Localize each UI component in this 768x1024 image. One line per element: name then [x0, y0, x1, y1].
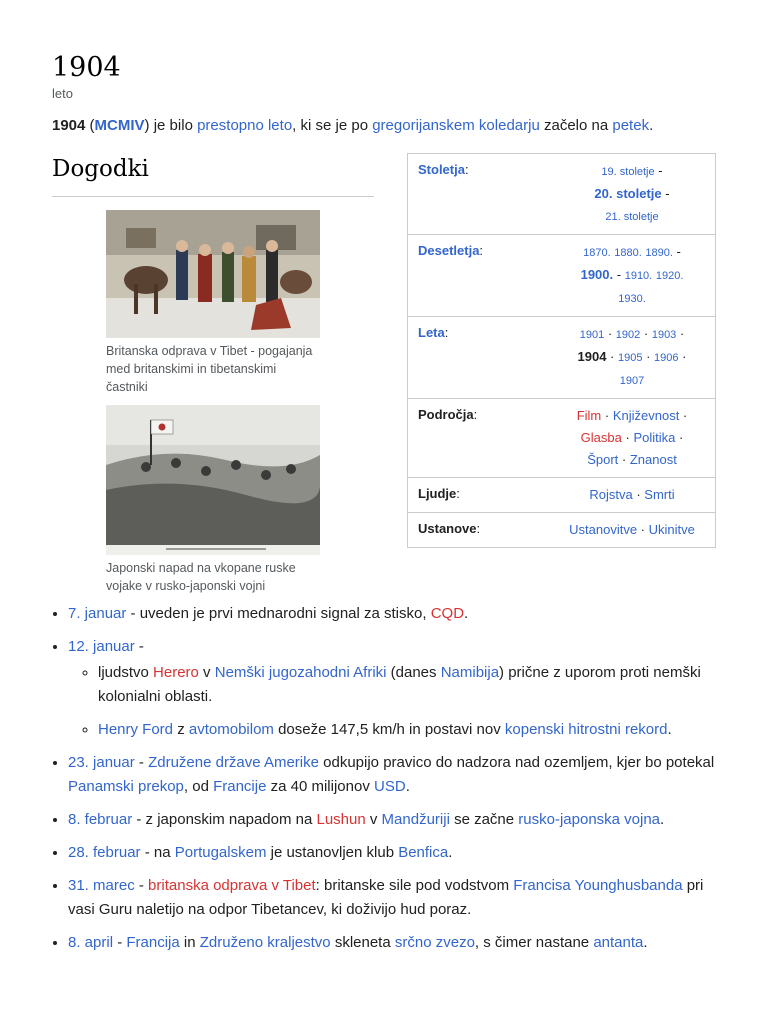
- list-item: [68, 751, 728, 799]
- event-text: -: [113, 934, 127, 951]
- event-text: -: [134, 754, 149, 771]
- century-link[interactable]: 19. stoletje: [601, 166, 655, 178]
- field-link-sport[interactable]: Šport: [587, 452, 619, 467]
- roman-numeral-link[interactable]: MCMIV: [94, 117, 145, 134]
- event-text: v: [365, 811, 382, 828]
- field-link-film[interactable]: Film: [576, 408, 602, 423]
- event-link[interactable]: Združeno kraljestvo: [199, 934, 331, 951]
- date-link[interactable]: 31. marec: [68, 877, 135, 894]
- decades-link[interactable]: Desetletja: [418, 243, 480, 258]
- event-link[interactable]: Panamski prekop: [68, 778, 184, 795]
- event-text: .: [643, 934, 648, 951]
- section-heading-events: Dogodki: [52, 156, 374, 197]
- event-link[interactable]: kopenski hitrostni rekord: [504, 721, 668, 738]
- event-link[interactable]: Francisa Younghusbanda: [513, 877, 683, 894]
- current-year: 1904: [577, 349, 607, 364]
- fields-label: Področja: [418, 407, 474, 422]
- event-link[interactable]: Mandžuriji: [381, 811, 450, 828]
- event-text: ljudstvo: [98, 664, 154, 681]
- event-text: , s čimer nastane: [474, 934, 594, 951]
- navbox-row-fields: Področja: Film · Književnost · Glasba · Politika · Šport · Znanost: [408, 399, 716, 478]
- figure-russo-japanese-war: [106, 405, 320, 595]
- year-link[interactable]: 1907: [619, 375, 645, 387]
- event-text: je ustanovljen klub: [266, 844, 399, 861]
- year-link[interactable]: 1902: [615, 329, 641, 341]
- event-link[interactable]: srčno zvezo: [394, 934, 475, 951]
- decade-link[interactable]: 1870.: [583, 247, 611, 259]
- list-item: [98, 661, 728, 709]
- event-text: odkupijo pravico do nadzora nad ozemljem, kjer bo potekal: [318, 754, 715, 771]
- intro-text: začelo na: [543, 117, 609, 134]
- date-link[interactable]: 7. januar: [68, 605, 127, 622]
- events-list: [52, 602, 728, 964]
- event-link[interactable]: Nemški jugozahodni Afriki: [214, 664, 387, 681]
- event-link[interactable]: antanta: [593, 934, 644, 951]
- intro-year: 1904: [52, 117, 86, 134]
- centuries-link[interactable]: Stoletja: [418, 162, 465, 177]
- field-link-literature[interactable]: Književnost: [612, 408, 680, 423]
- leap-year-link[interactable]: prestopno leto: [197, 117, 293, 134]
- event-text: skleneta: [330, 934, 395, 951]
- navbox-row-institutions: Ustanove: Ustanovitve · Ukinitve: [408, 513, 716, 548]
- intro-text: , ki se je po: [292, 117, 369, 134]
- event-text: .: [667, 721, 672, 738]
- navbox-row-people: Ljudje: Rojstva · Smrti: [408, 478, 716, 513]
- year-link[interactable]: 1901: [579, 329, 605, 341]
- event-text: (danes: [386, 664, 441, 681]
- year-link[interactable]: 1905: [618, 352, 643, 364]
- list-item: [68, 931, 728, 955]
- page-subtitle: leto: [52, 86, 73, 101]
- intro-paragraph: 1904 (MCMIV) je bilo prestopno leto, ki se je po gregorijanskem koledarju začelo na petek.: [52, 117, 654, 134]
- current-century-link[interactable]: 20. stoletje: [594, 186, 662, 201]
- year-link[interactable]: 1906: [654, 352, 679, 364]
- event-text: v: [198, 664, 215, 681]
- intro-text: .: [649, 117, 654, 134]
- event-text: : britanske sile pod vodstvom: [315, 877, 514, 894]
- event-text: -: [134, 877, 149, 894]
- event-link[interactable]: britanska odprava v Tibet: [148, 877, 316, 894]
- event-link[interactable]: Lushun: [316, 811, 366, 828]
- event-text: in: [179, 934, 200, 951]
- page-title: 1904: [52, 52, 121, 83]
- births-link[interactable]: Rojstva: [589, 487, 633, 502]
- navbox-row-years: Leta: 1901 · 1902 · 1903 · 1904 · 1905 · 1906 · 1907: [408, 317, 716, 399]
- list-item: [68, 602, 728, 626]
- event-link[interactable]: Herero: [153, 664, 199, 681]
- date-link[interactable]: 8. april: [68, 934, 114, 951]
- field-link-music[interactable]: Glasba: [580, 430, 622, 445]
- field-link-science[interactable]: Znanost: [629, 452, 677, 467]
- event-link[interactable]: CQD: [430, 605, 465, 622]
- event-text: pri vasi Guru naletijo na odpor Tibetancev, ki doživijo hud poraz.: [68, 877, 704, 918]
- event-text: , od: [183, 778, 214, 795]
- deaths-link[interactable]: Smrti: [644, 487, 675, 502]
- navbox-row-centuries: Stoletja: 19. stoletje - 20. stoletje - 21. stoletje: [418, 162, 670, 223]
- year-link[interactable]: 1903: [651, 329, 677, 341]
- event-link[interactable]: Francije: [213, 778, 267, 795]
- event-link[interactable]: Namibija: [440, 664, 500, 681]
- field-link-politics[interactable]: Politika: [633, 430, 676, 445]
- event-text: - na: [140, 844, 175, 861]
- event-text: doseže 147,5 km/h in postavi nov: [273, 721, 505, 738]
- event-link[interactable]: Združene države Amerike: [148, 754, 319, 771]
- decade-link[interactable]: 1890.: [645, 247, 673, 259]
- establishments-link[interactable]: Ustanovitve: [569, 522, 638, 537]
- institutions-label: Ustanove: [418, 521, 477, 536]
- event-text: -: [134, 638, 144, 655]
- event-link[interactable]: Portugalskem: [174, 844, 267, 861]
- date-link[interactable]: 23. januar: [68, 754, 135, 771]
- event-text: .: [464, 605, 469, 622]
- friday-link[interactable]: petek: [612, 117, 650, 134]
- people-label: Ljudje: [418, 486, 457, 501]
- event-text: za 40 milijonov: [266, 778, 375, 795]
- event-text: .: [448, 844, 453, 861]
- event-link[interactable]: avtomobilom: [188, 721, 274, 738]
- event-link[interactable]: Benfica: [398, 844, 449, 861]
- decade-link[interactable]: 1880.: [614, 247, 642, 259]
- japanese-attack-image[interactable]: [106, 405, 320, 555]
- list-item: [68, 874, 728, 922]
- event-link[interactable]: Francija: [126, 934, 180, 951]
- list-item: [68, 635, 728, 742]
- event-text: - uveden je prvi mednarodni signal za stisko,: [126, 605, 431, 622]
- figure-caption: Japonski napad na vkopane ruske vojake v rusko-japonski vojni: [106, 561, 296, 593]
- list-item: [68, 841, 728, 865]
- figure-tibet: [106, 210, 320, 396]
- event-text: z: [173, 721, 189, 738]
- chronology-navbox: [407, 153, 716, 548]
- event-text: ) prične z uporom proti nemški kolonialni oblasti.: [98, 664, 701, 705]
- decade-link[interactable]: 1930.: [618, 293, 646, 305]
- event-text: .: [405, 778, 410, 795]
- intro-text: je bilo: [153, 117, 193, 134]
- years-link[interactable]: Leta: [418, 325, 445, 340]
- sub-events-list: [68, 661, 728, 742]
- disestablishments-link[interactable]: Ukinitve: [648, 522, 695, 537]
- decade-link[interactable]: 1920.: [655, 270, 684, 282]
- event-link[interactable]: Henry Ford: [98, 721, 174, 738]
- decade-link[interactable]: 1910.: [624, 270, 653, 282]
- century-link[interactable]: 21. stoletje: [605, 211, 659, 223]
- gregorian-calendar-link[interactable]: gregorijanskem koledarju: [372, 117, 540, 134]
- date-link[interactable]: 8. februar: [68, 811, 133, 828]
- date-link[interactable]: 28. februar: [68, 844, 141, 861]
- event-link[interactable]: rusko-japonska vojna: [518, 811, 661, 828]
- tibet-expedition-image[interactable]: [106, 210, 320, 338]
- date-link[interactable]: 12. januar: [68, 638, 135, 655]
- event-text: - z japonskim napadom na: [132, 811, 317, 828]
- event-text: .: [660, 811, 665, 828]
- figure-caption: Britanska odprava v Tibet - pogajanja med britanskimi in tibetanskimi častniki: [106, 344, 313, 394]
- list-item: [98, 718, 728, 742]
- current-decade-link[interactable]: 1900.: [580, 267, 614, 282]
- list-item: [68, 808, 728, 832]
- navbox-row-decades: Desetletja: 1870. 1880. 1890. - 1900. - 1910. 1920. 1930.: [408, 235, 716, 317]
- event-text: se začne: [449, 811, 519, 828]
- event-link[interactable]: USD: [374, 778, 406, 795]
